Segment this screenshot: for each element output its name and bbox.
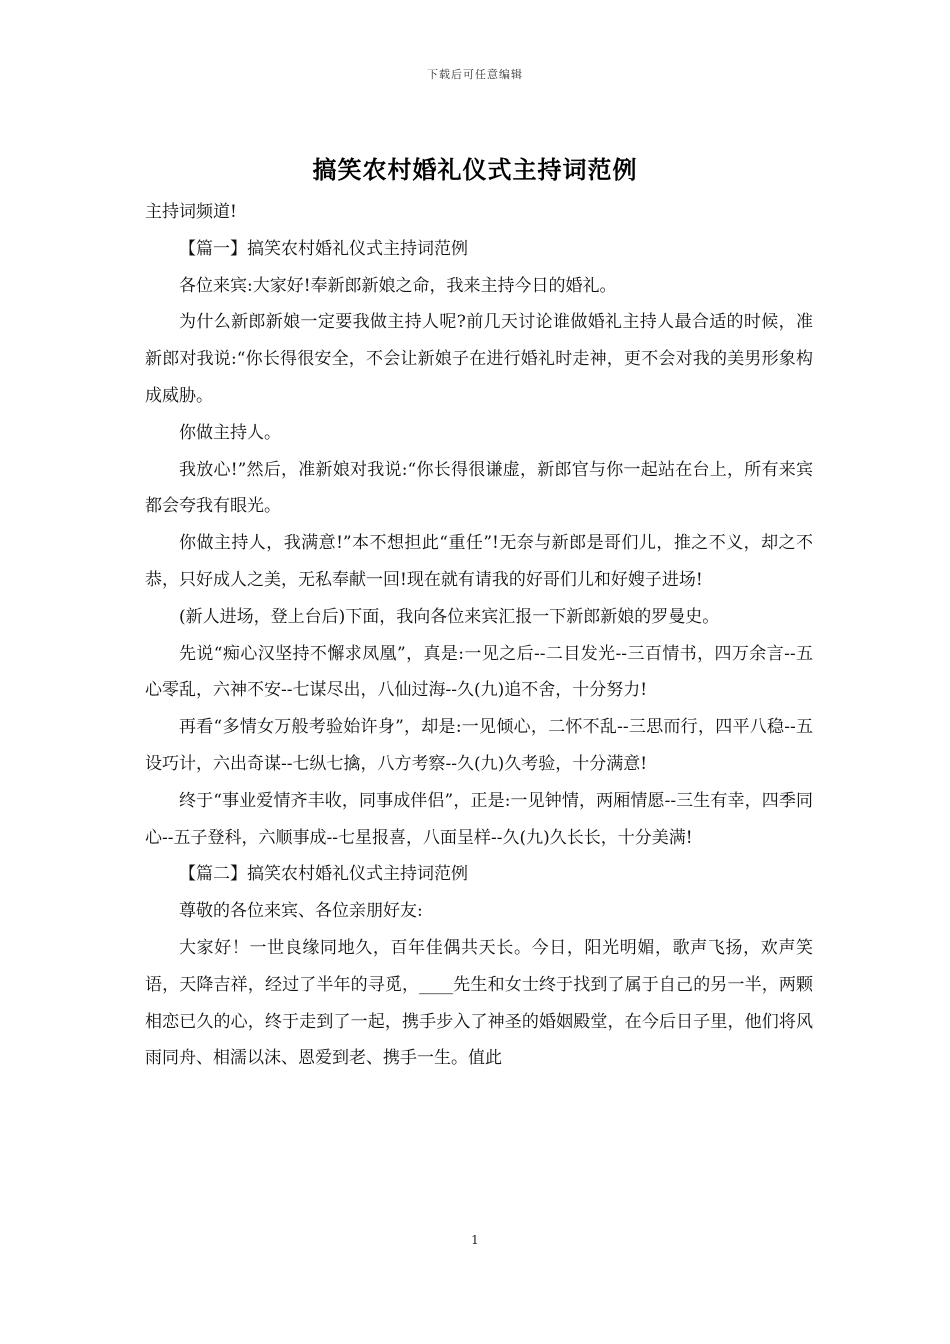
paragraph-11: 【篇二】搞笑农村婚礼仪式主持词范例: [179, 864, 468, 885]
paragraph-7: (新人进场，登上台后)下面，我向各位来宾汇报一下新郎新娘的罗曼史。: [179, 606, 720, 627]
paragraph-5: 我放心!”然后，准新娘对我说:“你长得很谦虚，新郎官与你一起站在台上，所有来宾都会夸我有眼光。: [145, 459, 813, 517]
header-note: 下载后可任意编辑: [427, 68, 523, 81]
document-title: 搞笑农村婚礼仪式主持词范例: [312, 155, 638, 184]
paragraph-1: 【篇一】搞笑农村婚礼仪式主持词范例: [179, 238, 468, 259]
paragraph-9: 再看“多情女万般考验始许身”，却是:一见倾心，二怀不乱--三思而行，四平八稳--五设巧计，六出奇谋--七纵七擒，八方考察--久(九)久考验，十分满意!: [145, 717, 813, 774]
page-number: 1: [471, 1233, 479, 1247]
paragraph-3: 为什么新郎新娘一定要我做主持人呢?前几天讨论谁做婚礼主持人最合适的时候，准新郎对我说:“你长得很安全，不会让新娘子在进行婚礼时走神，更不会对我的美男形象构成威胁。: [145, 312, 813, 406]
paragraph-10: 终于“事业爱情齐丰收，同事成伴侣”，正是:一见钟情，两厢情愿--三生有幸，四季同心--五子登科，六顺事成--七星报喜，八面呈样--久(九)久长长，十分美满!: [145, 790, 813, 848]
paragraph-12: 尊敬的各位来宾、各位亲朋好友:: [179, 901, 423, 922]
document-body: [145, 194, 813, 1077]
paragraph-6: 你做主持人，我满意!”本不想担此“重任”!无奈与新郎是哥们儿，推之不义，却之不恭，只好成人之美，无私奉献一回!现在就有请我的好哥们儿和好嫂子进场!: [145, 533, 813, 590]
paragraph-4: 你做主持人。: [179, 422, 281, 443]
paragraph-0: 主持词频道!: [145, 202, 237, 222]
paragraph-2: 各位来宾:大家好!奉新郎新娘之命，我来主持今日的婚礼。: [179, 275, 617, 296]
paragraph-13: 大家好！一世良缘同地久，百年佳偶共天长。今日，阳光明媚，歌声飞扬，欢声笑语，天降吉祥，经过了半年的寻觅，____先生和女士终于找到了属于自己的另一半，两颗相恋已久的心，终于走到了一起，携手步入了神圣的婚姻殿堂，在今后日子里，他们将风雨同舟、相濡以沫、恩爱到老、携手一生。值此: [145, 937, 813, 1069]
paragraph-8: 先说“痴心汉坚持不懈求凤凰”，真是:一见之后--二目发光--三百情书，四万余言--五心零乱，六神不安--七谋尽出，八仙过海--久(九)追不舍，十分努力!: [145, 643, 813, 701]
